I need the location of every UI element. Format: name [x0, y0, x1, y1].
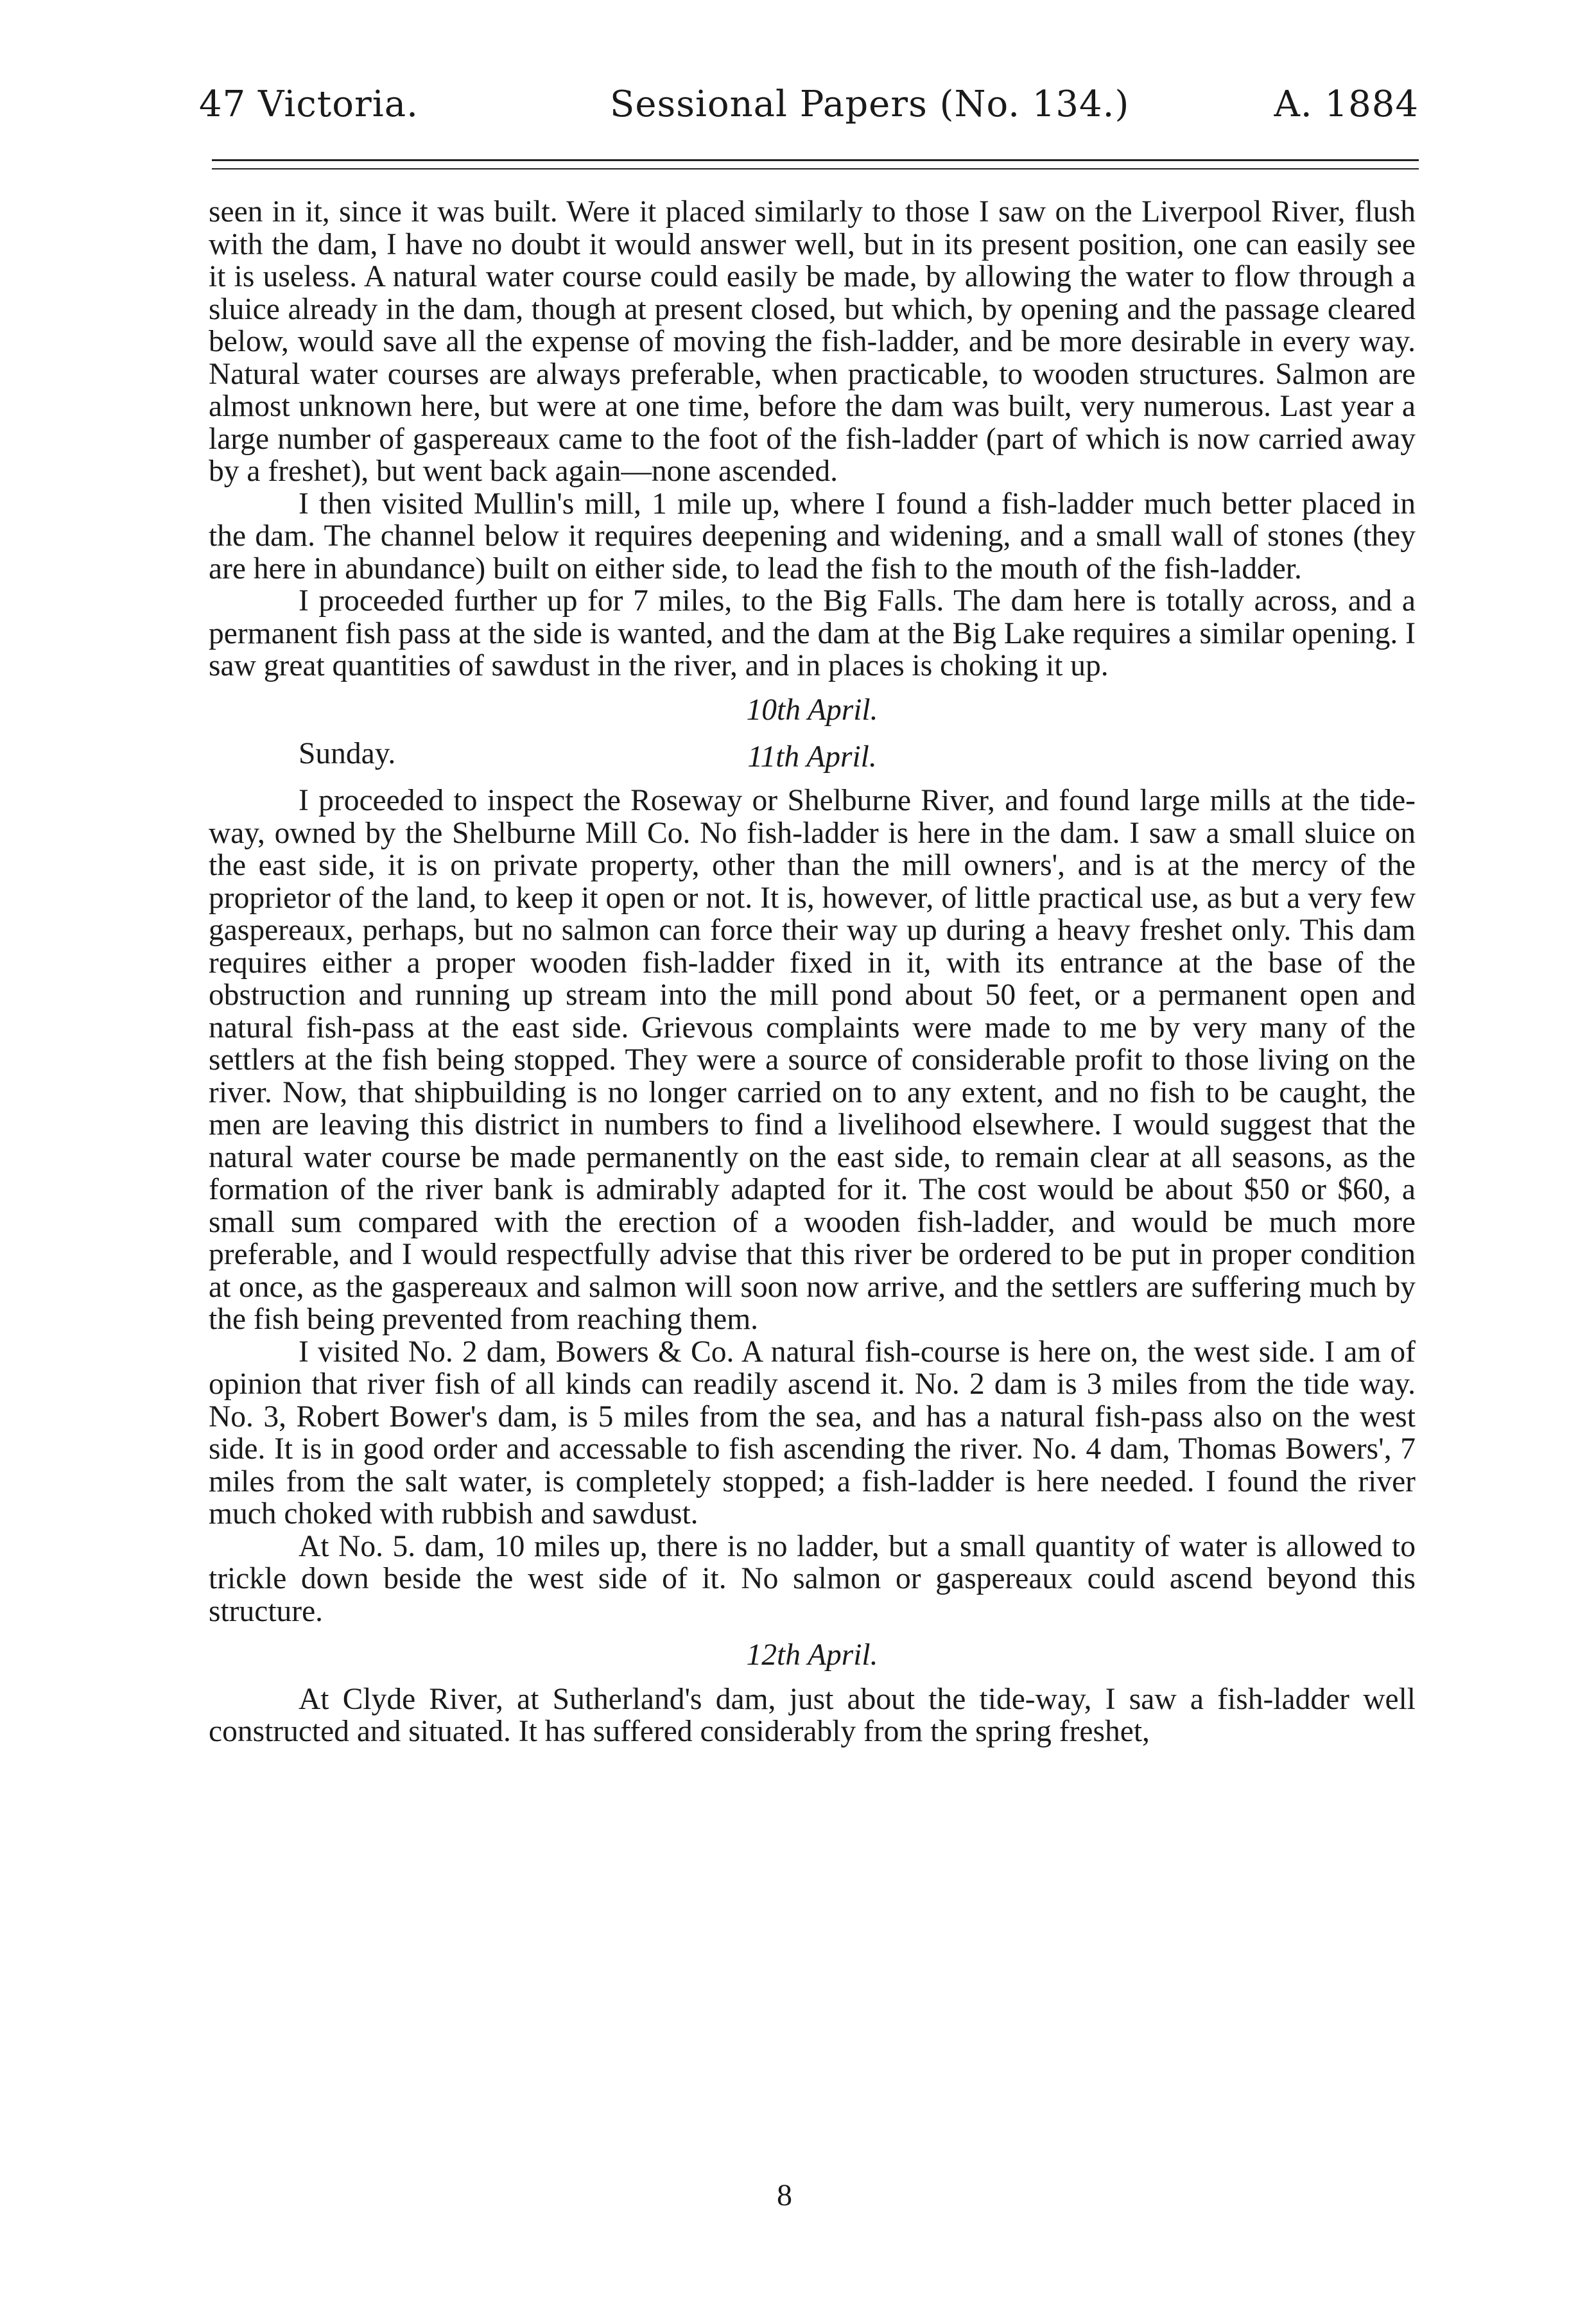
report-body [209, 196, 1416, 1748]
paragraph-bowers-dams: I visited No. 2 dam, Bowers & Co. A natural fish-course is here on, the west side. I am of opinion that river fish of all kinds can readily ascend it. No. 2 dam is 3 miles from the tide way. No. 3, Robert Bower's dam, is 5 miles from the sea, and has a natural fish-pass also on the west side. It is in good order and accessable to fish ascending the river. No. 4 dam, Thomas Bowers', 7 miles from the salt water, is completely stopped; a fish-ladder is here needed. I found the river much choked with rubbish and sawdust. [209, 1335, 1416, 1531]
paragraph-roseway-river: I proceeded to inspect the Roseway or Shelburne River, and found large mills at the tide-way, owned by the Shelburne Mill Co. No fish-ladder is here in the dam. I saw a small sluice on the east side, it is on private property, other than the mill owners', and is at the mercy of the proprietor of the land, to keep it open or not. It is, however, of little practical use, as but a very few gaspereaux, perhaps, but no salmon can force their way up during a heavy freshet only. This dam requires either a proper wooden fish-ladder fixed in it, with its entrance at the base of the obstruction and running up stream into the mill pond about 50 feet, or a permanent open and natural fish-pass at the east side. Grievous complaints were made to me by very many of the settlers at the fish being stopped. They were a source of considerable profit to those living on the river. Now, that shipbuilding is no longer carried on to any extent, and no fish to be caught, the men are leaving this district in numbers to find a livelihood elsewhere. I would suggest that the natural water course be made permanently on the east side, to remain clear at all seasons, as the formation of the river bank is admirably adapted for it. The cost would be about $50 or $60, a small sum compared with the erection of a wooden fish-ladder, and would be much more preferable, and I would respectfully advise that this river be ordered to be put in proper condition at once, as the gaspereaux and salmon will soon now arrive, and the settlers are suffering much by the fish being prevented from reaching them. [209, 784, 1416, 1336]
paragraph-clyde-river: At Clyde River, at Sutherland's dam, just about the tide-way, I saw a fish-ladder well constructed and situated. It has suffered considerably from the spring freshet, [209, 1682, 1416, 1748]
paragraph-big-falls: I proceeded further up for 7 miles, to the Big Falls. The dam here is totally across, and a permanent fish pass at the side is wanted, and the dam at the Big Lake requires a similar opening. I saw great quantities of sawdust in the river, and in places is choking it up. [209, 584, 1416, 682]
header-title: Sessional Papers (No. 134.) [610, 83, 1130, 125]
date-heading-11-april: 11th April. [747, 740, 877, 774]
paragraph-mullins-mill: I then visited Mullin's mill, 1 mile up, where I found a fish-ladder much better placed in the dam. The channel below it requires deepening and widening, and a small wall of stones (they are here in abundance) built on either side, to lead the fish to the mouth of the fish-ladder. [209, 487, 1416, 585]
page-number: 8 [777, 2178, 792, 2212]
date-heading-10-april: 10th April. [746, 693, 878, 727]
paragraph-no5-dam: At No. 5. dam, 10 miles up, there is no ladder, but a small quantity of water is allowed to trickle down beside the west side of it. No salmon or gaspereaux could ascend beyond this structure. [209, 1529, 1416, 1628]
date-heading-12-april: 12th April. [746, 1638, 878, 1672]
paragraph-continuation: seen in it, since it was built. Were it placed similarly to those I saw on the Liverpool River, flush with the dam, I have no doubt it would answer well, but in its present position, one can easily see it is useless. A natural water course could easily be made, by allowing the water to flow through a sluice already in the dam, though at present closed, but which, by opening and the passage cleared below, would save all the expense of moving the fish-ladder, and be more desirable in every way. Natural water courses are always preferable, when practicable, to wooden structures. Salmon are almost unknown here, but were at one time, before the dam was built, very numerous. Last year a large number of gaspereaux came to the foot of the fish-ladder (part of which is now carried away by a freshet), but went back again—none ascended. [209, 195, 1416, 488]
header-volume: 47 Victoria. [199, 83, 419, 125]
header-rule-top [212, 159, 1419, 161]
header-rule-bottom [212, 168, 1419, 169]
running-header [199, 83, 1419, 135]
header-year: A. 1884 [1274, 83, 1419, 125]
sunday-note: Sunday. [299, 737, 396, 770]
